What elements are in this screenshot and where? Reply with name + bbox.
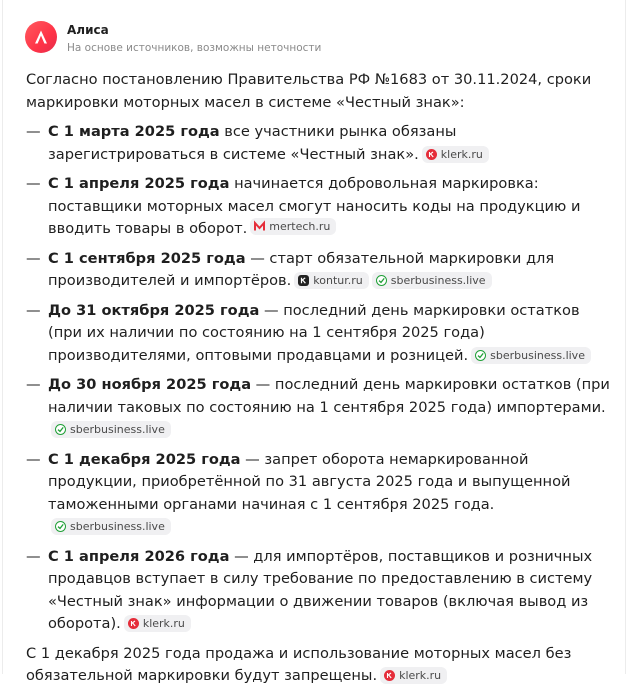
timeline-item bbox=[26, 449, 616, 539]
list-dash: — bbox=[26, 450, 41, 468]
source-label: mertech.ru bbox=[269, 220, 331, 233]
source-label: klerk.ru bbox=[142, 617, 185, 630]
timeline-item bbox=[26, 300, 616, 368]
timeline-item bbox=[26, 546, 616, 636]
item-text: — старт обязательной маркировки для производителей и импортёров. bbox=[48, 249, 555, 289]
source-chip[interactable] bbox=[380, 667, 447, 684]
source-chip[interactable] bbox=[51, 421, 171, 438]
list-dash: — bbox=[26, 376, 41, 393]
timeline-item bbox=[26, 121, 616, 166]
sber-icon bbox=[376, 275, 387, 286]
outro-text-content: С 1 декабря 2025 года продажа и использование моторных масел без обязательной маркировки будут запрещены. bbox=[26, 644, 572, 684]
kontur-icon bbox=[298, 275, 309, 286]
answer-header bbox=[25, 21, 321, 55]
klerk-icon bbox=[128, 618, 139, 629]
item-text: — последний день маркировки остатков (при наличии таковых по состоянию на 1 сентября 2025 года) импортерами. bbox=[48, 376, 610, 416]
item-text: — запрет оборота немаркированной продукции, приобретённой по 31 августа 2025 года и выпущенной таможенными органами начиная с 1 сентября 2025 года. bbox=[48, 450, 571, 513]
klerk-icon bbox=[384, 670, 395, 681]
sber-icon bbox=[475, 350, 486, 361]
outro-text bbox=[26, 643, 616, 688]
source-chip[interactable] bbox=[372, 272, 492, 289]
item-date: С 1 сентября 2025 года bbox=[48, 249, 246, 267]
source-label: sberbusiness.live bbox=[70, 423, 165, 436]
list-dash: — bbox=[26, 123, 41, 140]
item-text: — последний день маркировки остатков (при их наличии по состоянию на 1 сентября 2025 года) производителями, оптовыми продавцами и розницей. bbox=[48, 301, 580, 364]
item-date: С 1 апреля 2025 года bbox=[48, 175, 230, 192]
timeline-list bbox=[26, 121, 616, 636]
list-dash: — bbox=[26, 175, 41, 192]
item-text: начинается добровольная маркировка: поставщики моторных масел смогут наносить коды на продукцию и вводить товары в оборот. bbox=[48, 175, 581, 237]
source-chip[interactable] bbox=[51, 518, 171, 535]
item-date: До 31 октября 2025 года bbox=[48, 301, 260, 319]
timeline-item bbox=[26, 374, 616, 442]
answer-body bbox=[26, 69, 616, 688]
klerk-icon bbox=[426, 149, 437, 160]
source-chip[interactable] bbox=[124, 615, 191, 632]
list-dash: — bbox=[26, 249, 41, 267]
source-label: sberbusiness.live bbox=[390, 274, 486, 287]
item-date: С 1 декабря 2025 года bbox=[48, 450, 241, 468]
sber-icon bbox=[55, 521, 66, 532]
source-label: sberbusiness.live bbox=[490, 348, 585, 362]
source-label: klerk.ru bbox=[399, 669, 442, 682]
source-label: sberbusiness.live bbox=[70, 520, 165, 533]
source-chip[interactable] bbox=[422, 146, 489, 163]
sber-icon bbox=[55, 424, 66, 435]
timeline-item bbox=[26, 248, 616, 293]
assistant-name: Алиса bbox=[67, 23, 109, 37]
source-chip[interactable] bbox=[250, 218, 336, 235]
list-dash: — bbox=[26, 301, 41, 319]
item-date: С 1 апреля 2026 года bbox=[48, 547, 230, 565]
disclaimer: На основе источников, возможны неточности bbox=[67, 42, 322, 54]
item-text: все участники рынка обязаны зарегистрироваться в системе «Честный знак». bbox=[48, 123, 457, 163]
alice-logo-icon bbox=[25, 21, 57, 53]
mertech-icon bbox=[254, 221, 265, 232]
answer-card bbox=[2, 0, 626, 684]
item-date: До 30 ноября 2025 года bbox=[48, 376, 252, 393]
source-label: klerk.ru bbox=[440, 147, 483, 161]
list-dash: — bbox=[26, 547, 41, 565]
source-chip[interactable] bbox=[294, 272, 368, 289]
timeline-item bbox=[26, 173, 616, 241]
intro-text: Согласно постановлению Правительства РФ №1683 от 30.11.2024, сроки маркировки моторных масел в системе «Честный знак»: bbox=[26, 71, 592, 111]
item-date: С 1 марта 2025 года bbox=[48, 123, 220, 140]
source-chip[interactable] bbox=[471, 347, 591, 364]
source-label: kontur.ru bbox=[313, 274, 363, 287]
item-text: — для импортёров, поставщиков и розничных продавцов вступает в силу требование по предоставлению в систему «Честный знак» информации о движении товаров (включая вывод из оборота). bbox=[48, 547, 593, 632]
